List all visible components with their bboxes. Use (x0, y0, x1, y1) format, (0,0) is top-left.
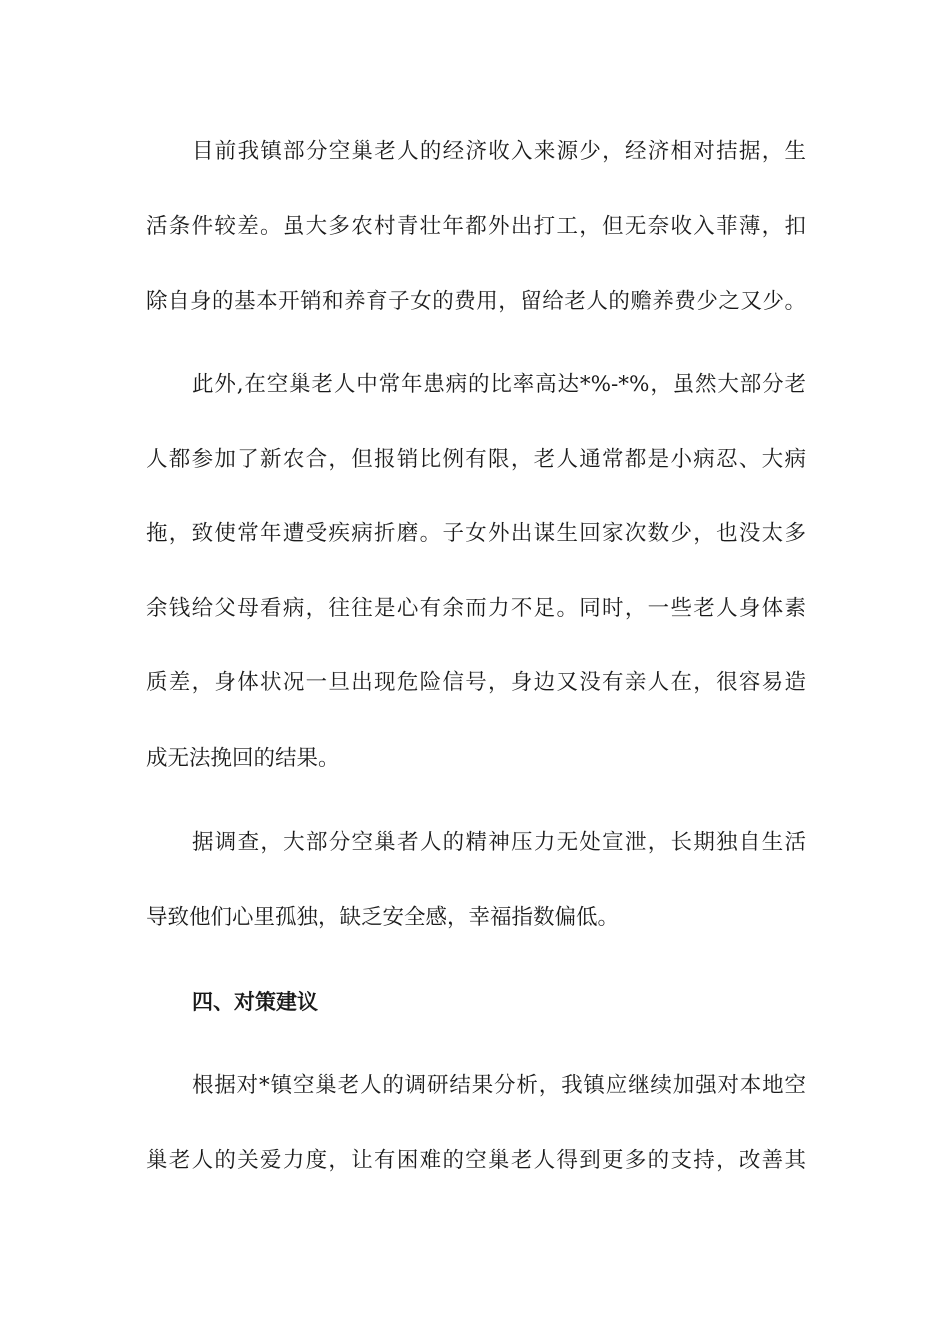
paragraph-4-line-2: 巢老人的关爱力度，让有困难的空巢老人得到更多的支持，改善其 (146, 1148, 806, 1173)
paragraph-2-line-4: 余钱给父母看病，往往是心有余而力不足。同时，一些老人身体素 (146, 596, 806, 621)
paragraph-2-line-5: 质差，身体状况一旦出现危险信号，身边又没有亲人在，很容易造 (146, 670, 806, 695)
paragraph-4-line-1: 根据对*镇空巢老人的调研结果分析，我镇应继续加强对本地空 (192, 1073, 806, 1098)
paragraph-2-line-6: 成无法挽回的结果。 (146, 746, 340, 771)
paragraph-3-line-1: 据调查，大部分空巢者人的精神压力无处宣泄，长期独自生活 (192, 830, 806, 855)
paragraph-2-line-3: 拖，致使常年遭受疾病折磨。子女外出谋生回家次数少，也没太多 (146, 521, 806, 546)
paragraph-2-line-1: 此外,在空巢老人中常年患病的比率高达*%-*%，虽然大部分老 (192, 372, 806, 397)
paragraph-1-line-1: 目前我镇部分空巢老人的经济收入来源少，经济相对拮据，生 (192, 139, 806, 164)
paragraph-3-line-2: 导致他们心里孤独，缺乏安全感，幸福指数偏低。 (146, 905, 620, 930)
paragraph-1-line-3: 除自身的基本开销和养育子女的费用，留给老人的赡养费少之又少。 (146, 289, 806, 314)
paragraph-1-line-2: 活条件较差。虽大多农村青壮年都外出打工，但无奈收入菲薄，扣 (146, 214, 806, 239)
paragraph-2-line-2: 人都参加了新农合，但报销比例有限，老人通常都是小病忍、大病 (146, 447, 806, 472)
section-heading: 四、对策建议 (192, 990, 318, 1014)
